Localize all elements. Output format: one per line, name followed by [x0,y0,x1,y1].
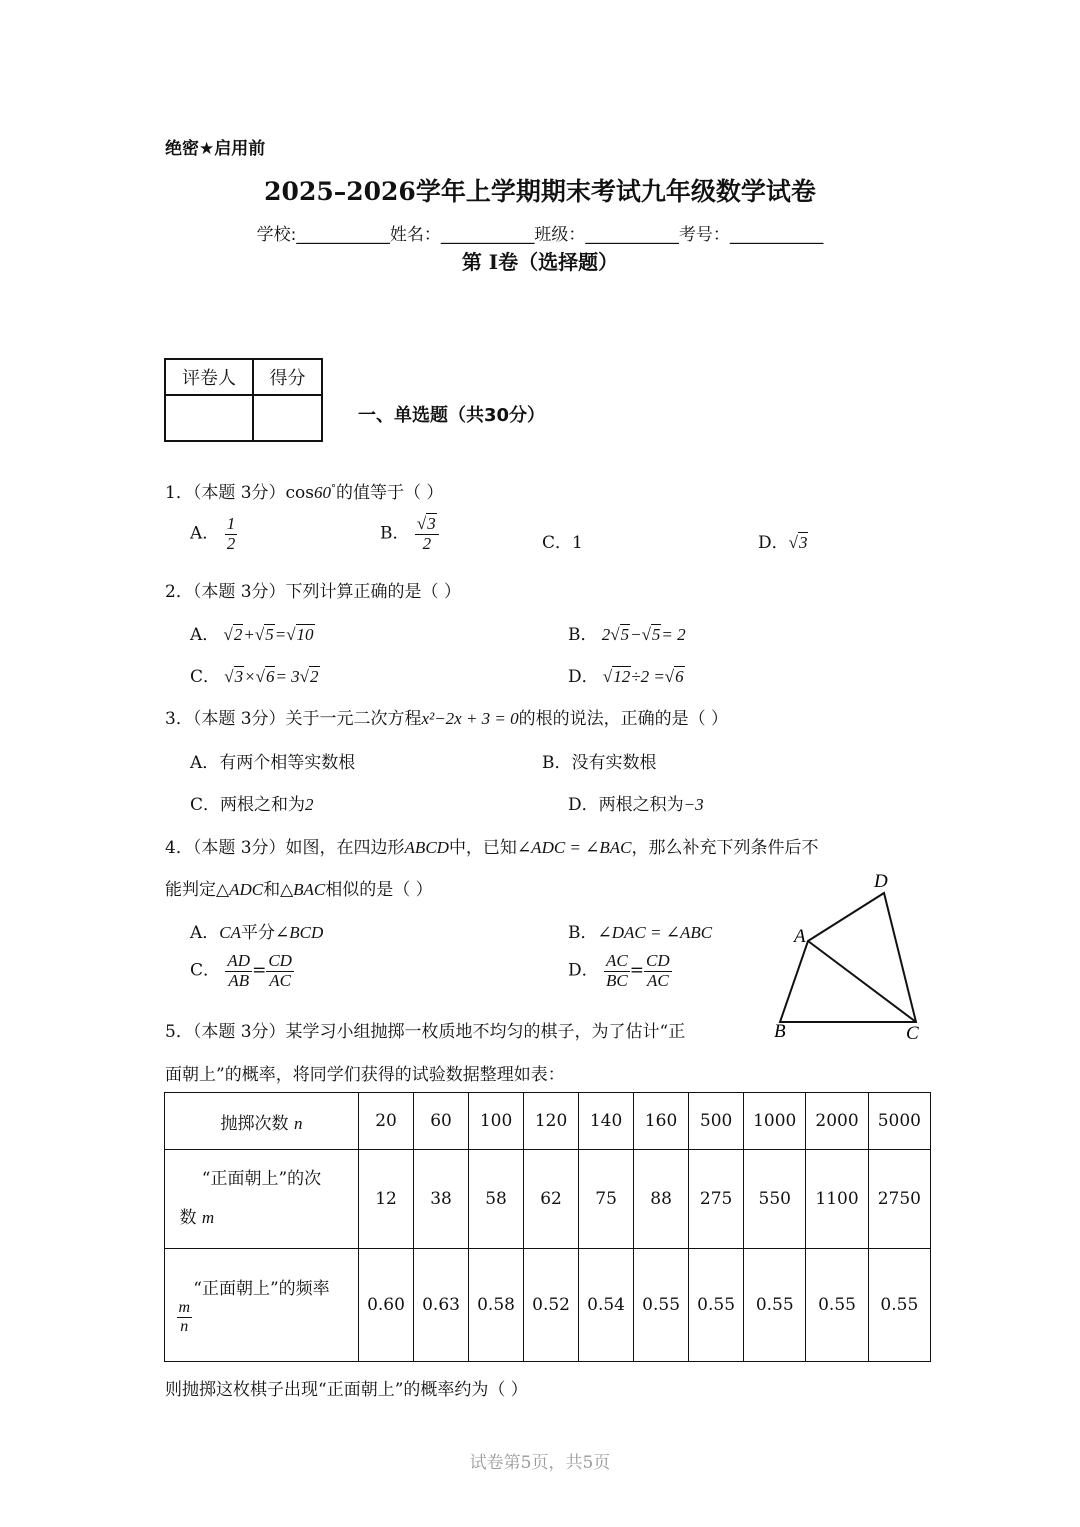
q4-line1-e: ，那么补充下列条件后不 [631,838,819,858]
grader-blank-cell[interactable] [165,395,253,441]
q2-c-radicand-1: 3 [234,667,244,686]
q4-option-c[interactable] [190,952,294,990]
table-cell: 0.58 [469,1249,524,1362]
q3-c-text: C．两根之和为 [190,795,306,815]
score-label: 得分 [253,359,322,395]
row-header-heads-count: “正面朝上”的次 数 m [165,1150,359,1249]
q1-b-label: B． [380,523,410,544]
q4-b-angles: ∠DAC = ∠ABC [597,923,713,942]
question-5-stem-line-1: 5．（本题 3分）某学习小组抛掷一枚质地不均匀的棋子，为了估计“正 [165,1022,686,1042]
question-4-stem-line-1 [165,833,819,858]
page-footer: 试卷第5页，共5页 [469,1453,611,1473]
table-cell: 140 [579,1093,634,1150]
frequency-fraction-numerator: m [178,1299,191,1317]
quadrilateral-abcd [780,893,916,1022]
q4-c-equals: = [252,960,267,981]
table-cell: 120 [524,1093,579,1150]
q1-a-denominator: 2 [226,533,236,553]
table-cell: 2000 [806,1093,868,1150]
q3-prefix: 3．（本题 3分）关于一元二次方程 [165,709,422,729]
table-cell: 88 [634,1150,689,1249]
q4-d-numerator-2: CD [646,951,670,970]
table-cell: 0.63 [414,1249,469,1362]
q1-a-label: A． [190,523,220,544]
score-blank-cell[interactable] [253,395,322,441]
q4-triangle-1: ADC [229,880,264,899]
q2-b-label: B． [568,625,598,645]
q4-option-a[interactable] [190,918,323,943]
table-cell: 0.55 [689,1249,744,1362]
q1-d-label: D． [758,533,789,553]
vertex-label-c: C [906,1023,919,1044]
table-cell: 0.60 [359,1249,414,1362]
question-5-stem-line-2: 面朝上”的概率，将同学们获得的试验数据整理如表： [165,1065,565,1085]
q4-a-label: A． [190,923,220,943]
q2-d-radicand-1: 12 [613,667,631,686]
question-5-closing: 则抛掷这枚棋子出现“正面朝上”的概率约为（ ） [165,1380,528,1400]
q1-option-c[interactable] [542,528,583,553]
table-cell: 62 [524,1150,579,1249]
q1-c-label: C． [542,533,573,553]
q2-a-radicand-2: 5 [265,625,274,644]
vertex-label-d: D [874,871,888,892]
q3-option-a[interactable]: A．有两个相等实数根 [190,753,356,773]
table-cell: 275 [689,1150,744,1249]
q4-c-denominator-1: AB [228,970,250,990]
q4-line2-e: 相似的是（ ） [325,880,433,900]
vertex-label-b: B [774,1021,786,1042]
q4-a-angle: ∠BCD [275,923,324,942]
q1-prefix: 1．（本题 3分）cos [165,483,315,503]
q4-line2-c: 和△ [263,880,294,900]
student-info-line: 学校:___________姓名：___________班级：___________考号：___________ [256,225,824,245]
q4-line1-a: 4．（本题 3分）如图，在四边形 [165,838,405,858]
q2-a-plus: + [243,625,255,644]
q2-d-label: D． [568,667,599,687]
q2-a-radicand-1: 2 [233,625,243,644]
frequency-fraction-denominator: n [180,1318,189,1335]
experiment-data-table [164,1092,931,1362]
quadrilateral-figure [760,865,930,1045]
q1-a-numerator: 1 [226,514,236,533]
q4-d-label: D． [568,960,599,981]
grader-label: 评卷人 [165,359,253,395]
grader-score-box [164,358,323,442]
q1-b-fraction: $\frac{√3}{2}$ [415,515,439,553]
table-cell: 0.55 [868,1249,930,1362]
q2-c-times: × [244,667,256,686]
table-row-heads-count [165,1150,931,1249]
row-header-throws: 抛掷次数 n [165,1093,359,1150]
q4-a-text: 平分 [241,923,276,943]
q2-option-c[interactable]: C． √3×√6= 3√2 [190,667,319,687]
q2-d-radicand-2: 6 [675,667,684,686]
q4-d-denominator-2: AC [646,970,669,990]
q3-d-text: D．两根之积为 [568,795,684,815]
volume-title: 第 I卷（选择题） [461,250,619,274]
q3-d-value: −3 [683,795,704,814]
q1-d-radicand: 3 [798,533,808,552]
q2-d-division: ÷2 = [631,667,665,686]
q1-a-fraction [225,515,238,553]
q2-option-a[interactable]: A． √2+√5=√10 [190,625,314,645]
secret-mark: 绝密★启用前 [165,139,266,159]
table-cell: 58 [469,1150,524,1249]
q4-a-segment: CA [219,923,242,942]
q4-c-numerator-1: AD [227,951,251,970]
q1-suffix: 的值等于（ ） [336,483,444,503]
q4-quadrilateral: ABCD [404,838,449,857]
q1-value: 60 [314,483,332,502]
question-2-stem: 2．（本题 3分）下列计算正确的是（ ） [165,582,461,602]
table-cell: 5000 [868,1093,930,1150]
table-cell: 550 [744,1150,806,1249]
q1-b-denominator: 2 [422,533,432,553]
q2-b-minus: − [630,625,642,644]
q3-option-b[interactable]: B．没有实数根 [542,753,657,773]
table-cell: 0.52 [524,1249,579,1362]
table-cell: 0.55 [806,1249,868,1362]
q4-d-numerator-1: AC [606,951,628,970]
q1-option-b[interactable] [380,515,439,553]
q4-option-b[interactable] [568,918,712,943]
table-row-throws [165,1093,931,1150]
q1-option-d[interactable]: D．√3 [758,533,808,553]
q2-b-radicand-2: 5 [651,625,661,644]
q2-a-radicand-3: 10 [296,625,314,644]
q1-option-a[interactable] [190,515,237,553]
q2-a-label: A． [190,625,220,645]
q1-c-value: 1 [572,533,583,553]
row-header-frequency: “正面朝上”的频率 $\frac{m}{n}$ [165,1249,359,1362]
table-row-frequency [165,1249,931,1362]
q4-c-numerator-2: CD [268,951,292,970]
page-title: 2025–2026学年上学期期末考试九年级数学试卷 [264,177,816,206]
table-cell: 2750 [868,1150,930,1249]
q4-d-equals: = [629,960,645,981]
table-cell: 0.54 [579,1249,634,1362]
q2-c-radicand-3: 2 [310,667,319,686]
q3-suffix: 的根的说法，正确的是（ ） [518,709,729,729]
q4-line1-c: 中，已知 [448,838,517,858]
q3-option-d[interactable] [568,790,704,815]
q2-a-equals: = [274,625,287,644]
q4-option-d[interactable] [568,952,672,990]
table-cell: 100 [469,1093,524,1150]
q4-c-denominator-2: AC [269,970,292,990]
q2-c-radicand-2: 6 [265,667,275,686]
table-cell: 20 [359,1093,414,1150]
table-cell: 160 [634,1093,689,1150]
table-cell: 0.55 [634,1249,689,1362]
table-cell: 75 [579,1150,634,1249]
section-title: 一、单选题（共30分） [358,405,546,426]
question-4-stem-line-2 [165,875,433,900]
q3-option-c[interactable] [190,790,314,815]
q2-c-result: = 3 [275,667,300,686]
table-cell: 500 [689,1093,744,1150]
q2-b-coefficient: 2 [601,625,611,644]
table-cell: 38 [414,1150,469,1249]
table-cell: 1100 [806,1150,868,1249]
q2-b-result: = 2 [661,625,686,644]
q4-given-angles: ∠ADC = ∠BAC [516,838,632,857]
table-cell: 0.55 [744,1249,806,1362]
vertex-label-a: A [794,926,806,947]
q4-line2-a: 能判定△ [165,880,230,900]
q2-option-d[interactable]: D． √12÷2 =√6 [568,667,684,687]
q2-option-b[interactable]: B． 2√5−√5= 2 [568,625,686,645]
table-cell: 12 [359,1150,414,1249]
q1-b-radicand: 3 [427,514,436,533]
table-cell: 1000 [744,1093,806,1150]
q4-d-denominator-1: BC [606,970,628,990]
question-3-stem [165,704,728,729]
question-1-stem [165,478,443,503]
table-cell: 60 [414,1093,469,1150]
q2-c-label: C． [190,667,221,687]
q2-b-radicand-1: 5 [620,625,630,644]
q4-b-label: B． [568,923,598,943]
q1-degree: ° [331,483,337,495]
q3-equation: x²−2x + 3 = 0 [421,709,519,728]
q4-triangle-2: BAC [293,880,326,899]
q3-c-value: 2 [305,795,314,814]
q4-c-label: C． [190,960,221,981]
